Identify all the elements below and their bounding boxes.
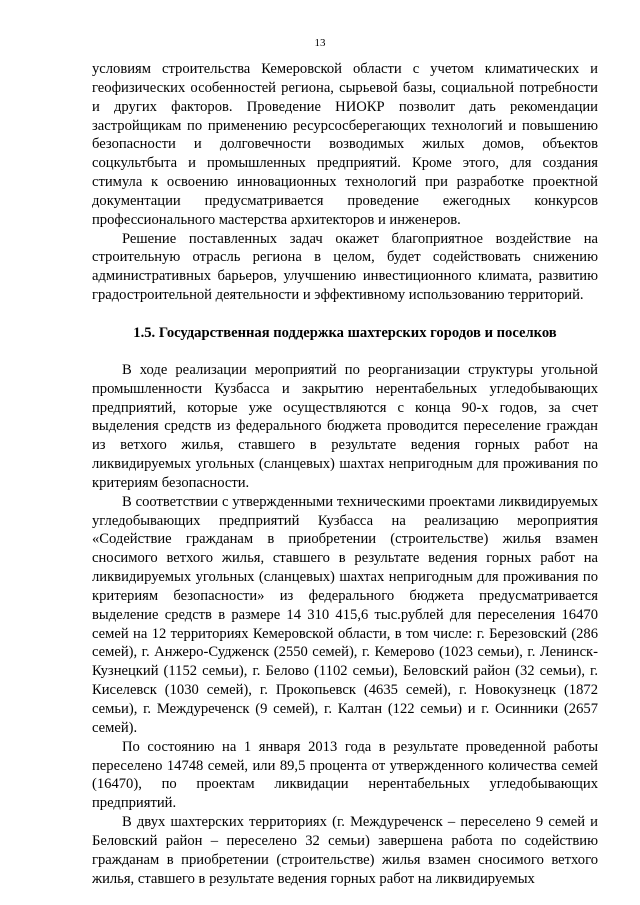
paragraph-federal-funding: В соответствии с утвержденными техническими проектами ликвидируемых угледобывающих предприятий Кузбасса на реализацию мероприятия «Содействие гражданам в приобретении (строительстве) жилья взамен сносимого ветхого жилья, ставшего в результате ведения горных работ на ликвидируемых угольных (сланцевых) шахтах непригодным для проживания по критериям безопасности» из федерального бюджета предусматривается выделение средств в размере 14 310 415,6 тыс.рублей для переселения 16470 семей на 12 территориях Кемеровской области, в том числе: г. Березовский (286 семей), г. Анжеро-Судженск (2550 семей), г. Кемерово (1023 семьи), г. Ленинск-Кузнецкий (1152 семьи), г. Белово (1102 семьи), Беловский район (32 семьи), г. Киселевск (1030 семей), г. Прокопьевск (4635 семей), г. Новокузнецк (1872 семьи), г. Междуреченск (9 семей), г. Калтан (122 семьи) и г. Осинники (2657 семей). — [92, 493, 598, 736]
paragraph-conclusion: Решение поставленных задач окажет благоприятное воздействие на строительную отрасль региона в целом, будет содействовать снижению административных барьеров, улучшению инвестиционного климата, развитию градостроительной деятельности и эффективному использованию территорий. — [92, 230, 598, 304]
section-heading: 1.5. Государственная поддержка шахтерских городов и поселков — [133, 324, 557, 341]
paragraph-completed-territories: В двух шахтерских территориях (г. Междуреченск – переселено 9 семей и Беловский район – переселено 32 семьи) завершена работа по содействию гражданам в приобретении (строительстве) жилья взамен сносимого ветхого жилья, ставшего в результате ведения горных работ на ликвидируемых — [92, 814, 598, 887]
page-number: 13 — [314, 37, 326, 49]
paragraph-progress-2013: По состоянию на 1 января 2013 года в результате проведенной работы переселено 14748 семей, или 89,5 процента от утвержденного количества семей (16470), по проектам ликвидации нерентабельных угледобывающих предприятий. — [92, 738, 598, 812]
paragraph-resettlement-intro: В ходе реализации мероприятий по реорганизации структуры угольной промышленности Кузбасса и закрытию нерентабельных угледобывающих предприятий, которые уже осуществляются с конца 90-х годов, за счет выделения средств из федерального бюджета проводится переселение граждан из ветхого жилья, ставшего в результате ведения горных работ на ликвидируемых угольных (сланцевых) шахтах непригодным для проживания по критериям безопасности. — [92, 361, 598, 491]
paragraph-continuation: условиям строительства Кемеровской области с учетом климатических и геофизических особенностей региона, сырьевой базы, социальной потребности и других факторов. Проведение НИОКР позволит дать рекомендации застройщикам по применению ресурсосберегающих технологий и повышению безопасности и долговечности возводимых жилых домов, объектов соцкультбыта и промышленных предприятий. Кроме этого, для создания стимула к освоению инновационных технологий при разработке проектной документации предусматривается проведение ежегодных конкурсов профессионального мастерства архитекторов и инженеров. — [92, 61, 598, 228]
page-body — [92, 60, 598, 888]
